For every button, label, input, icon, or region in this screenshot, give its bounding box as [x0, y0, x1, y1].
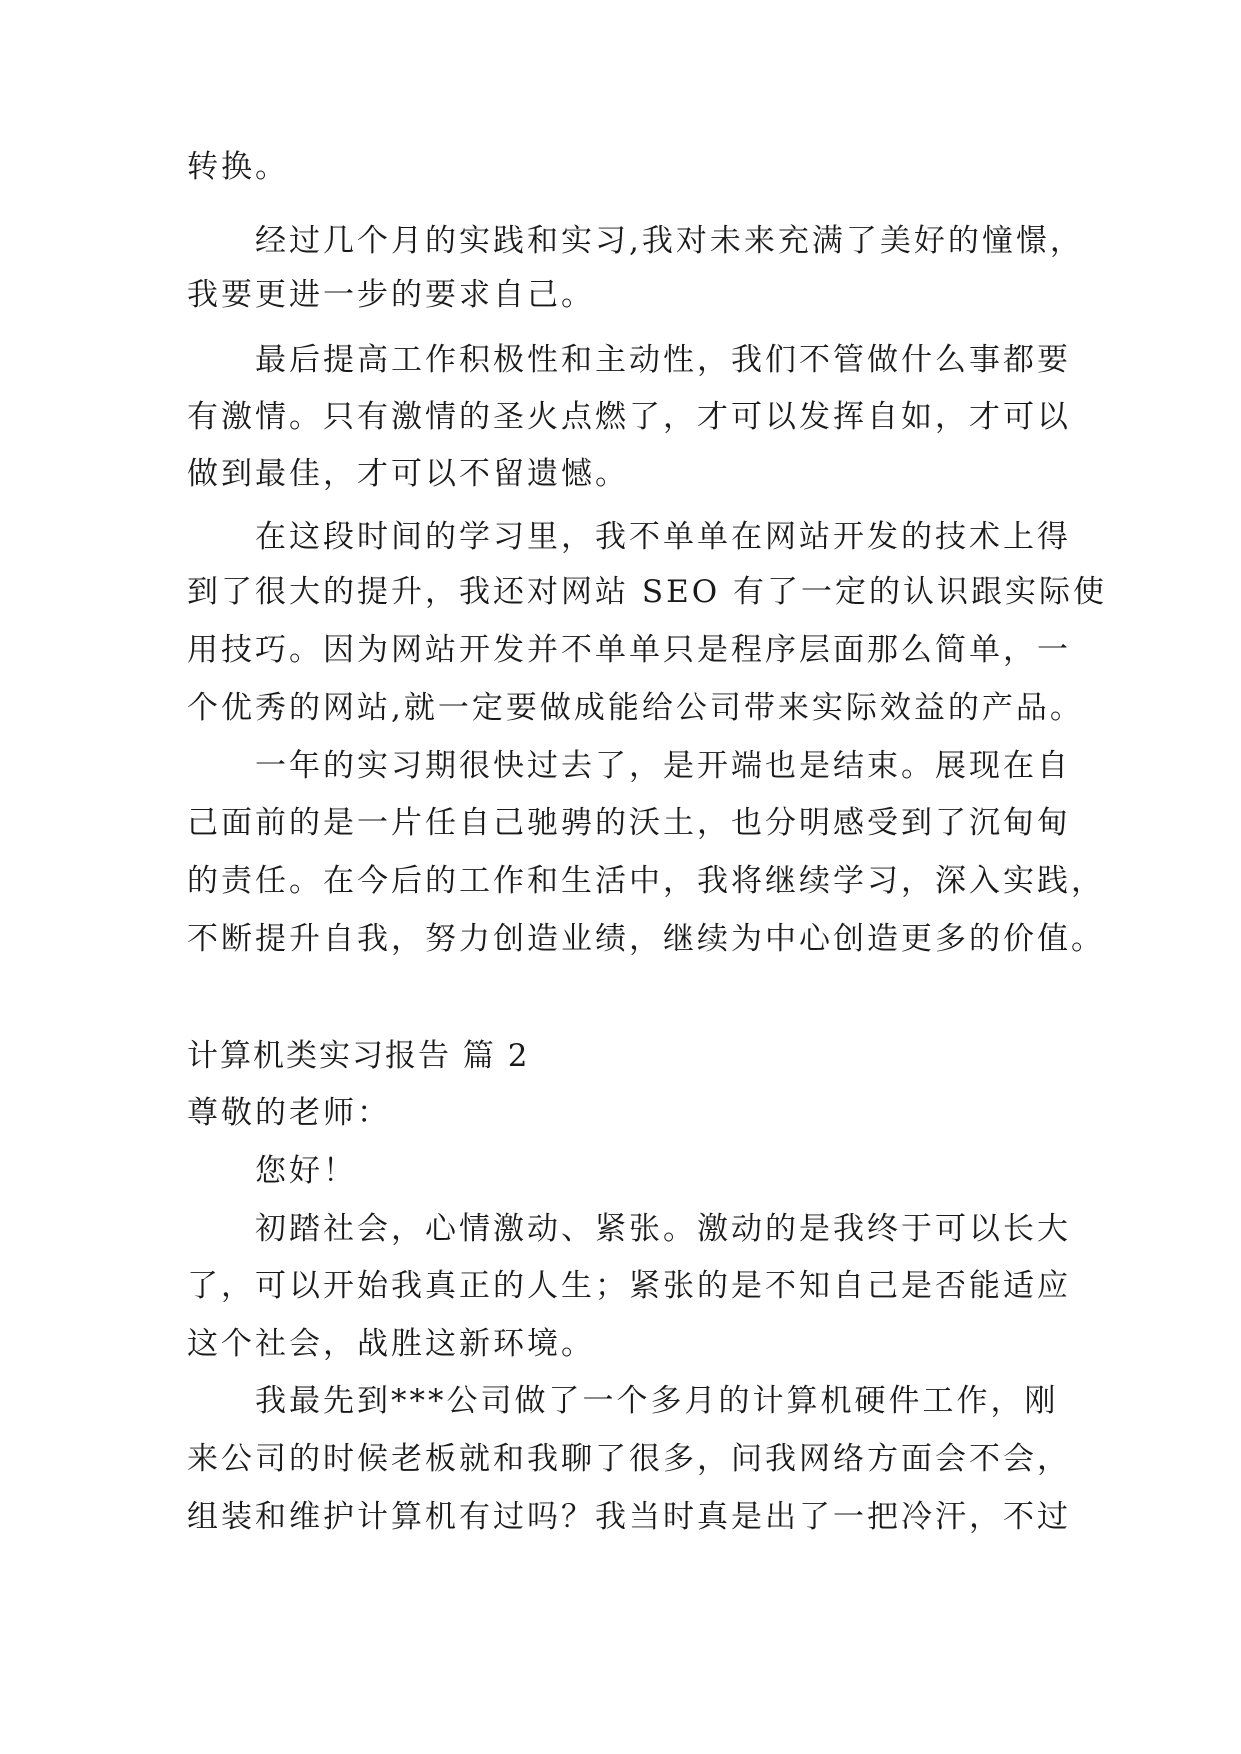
text-line: 这个社会，战胜这新环境。	[187, 1326, 595, 1362]
text-line: 己面前的是一片任自己驰骋的沃土，也分明感受到了沉甸甸	[187, 805, 1071, 841]
text-line: 我要更进一步的要求自己。	[187, 277, 595, 313]
text-line: 用技巧。因为网站开发并不单单只是程序层面那么简单，一	[187, 632, 1071, 668]
text-line: 组装和维护计算机有过吗？我当时真是出了一把冷汗，不过	[187, 1499, 1071, 1535]
salutation: 尊敬的老师：	[187, 1095, 391, 1131]
text-line: 经过几个月的实践和实习,我对未来充满了美好的憧憬，	[255, 223, 1084, 259]
text-line: 不断提升自我，努力创造业绩，继续为中心创造更多的价值。	[187, 921, 1105, 957]
text-line: 的责任。在今后的工作和生活中，我将继续学习，深入实践，	[187, 863, 1105, 899]
text-line: 有激情。只有激情的圣火点燃了，才可以发挥自如，才可以	[187, 399, 1071, 435]
text-line: 做到最佳，才可以不留遗憾。	[187, 456, 629, 492]
text-line: 在这段时间的学习里，我不单单在网站开发的技术上得	[255, 519, 1071, 555]
greeting: 您好！	[255, 1153, 357, 1189]
text-line: 我最先到***公司做了一个多月的计算机硬件工作，刚	[255, 1383, 1059, 1419]
text-line: 初踏社会，心情激动、紧张。激动的是我终于可以长大	[255, 1211, 1071, 1247]
text-line: 一年的实习期很快过去了，是开端也是结束。展现在自	[255, 748, 1071, 784]
text-line: 个优秀的网站,就一定要做成能给公司带来实际效益的产品。	[187, 690, 1084, 726]
text-line: 转换。	[187, 149, 289, 185]
section-heading: 计算机类实习报告 篇 2	[187, 1038, 530, 1074]
text-line: 了，可以开始我真正的人生；紧张的是不知自己是否能适应	[187, 1268, 1071, 1304]
text-line: 最后提高工作积极性和主动性，我们不管做什么事都要	[255, 342, 1071, 378]
text-line: 来公司的时候老板就和我聊了很多，问我网络方面会不会，	[187, 1441, 1071, 1477]
text-line: 到了很大的提升，我还对网站 SEO 有了一定的认识跟实际使	[187, 574, 1107, 610]
